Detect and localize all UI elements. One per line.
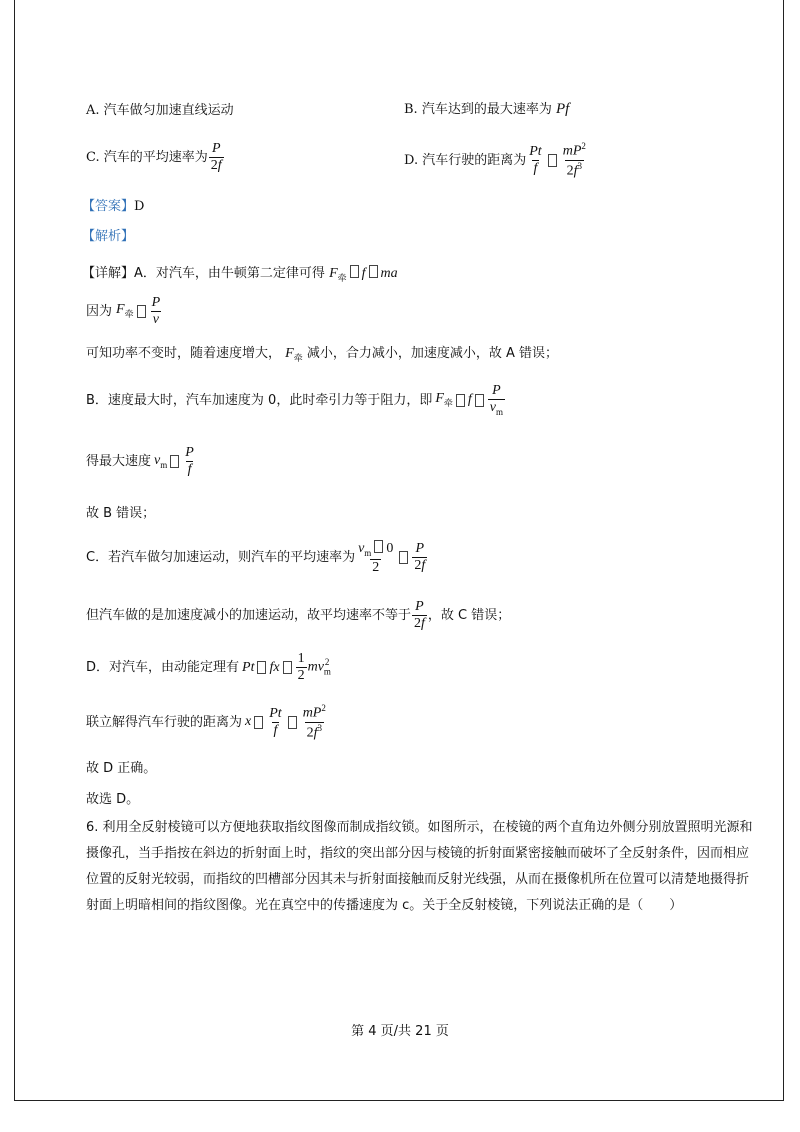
because-text: 因为 [86,304,113,319]
missing-glyph-icon [456,394,465,407]
formula-vm-plus-0-over-2: $\frac{v_m 0}{2}$ [358,541,394,575]
analysis-tag: 【解析】 [82,229,135,244]
detail-line-c2 [86,600,510,631]
option-a-text: 汽车做匀加速直线运动 [103,103,234,118]
detail-line-c [86,540,428,575]
option-d-label: D. [404,152,419,168]
detail-a2-pre: 可知功率不变时，随着速度增大， [86,346,282,361]
option-d-text: 汽车行驶的距离为 [422,152,527,168]
formula-one-half: $\frac{1}{2}$ [297,651,305,683]
answer-tag: 【答案】 [82,199,135,214]
formula-mvm2: $mv_m^2$ [307,657,331,677]
question-6: 6. 利用全反射棱镜可以方便地获取指纹图像而制成指纹锁。如图所示，在棱镜的两个直角边外侧分别放置照明光源和摄像孔，当手指按在斜边的折射面上时，指纹的突出部分因与棱镜的折射面紧密接触而破坏了全反射条件，因而相应位置的反射光较弱，而指纹的凹槽部分因其未与折射面接触而反射光线强，从而在摄像机所在位置可以清楚地摄得折射面上明暗相间的指纹图像。光在真空中的传播速度为 c。关于全反射棱镜，下列说法正确的是（ ） [86,820,753,913]
option-d [404,142,589,178]
detail-line-d2: 联立解得汽车行驶的距离为 x $\frac{Pt}{f}$ $\frac{mP^2}{2f^3}$ [86,703,326,741]
option-a [86,104,234,117]
missing-glyph-icon [283,661,292,674]
missing-glyph-icon [137,305,146,318]
missing-glyph-icon [475,394,484,407]
missing-glyph-icon [548,154,557,167]
detail-b3: 故 B 错误； [86,506,156,521]
detail-line-a2: 可知功率不变时，随着速度增大， $F_牵$ 减小，合力减小，加速度减小，故 A 错误； [86,346,559,364]
detail-a2-post: 减小，合力减小，加速度减小，故 A 错误； [306,346,559,361]
missing-glyph-icon [254,716,263,729]
formula-p-over-vm: $\frac{P}{v_m}$ [489,383,504,417]
detail-line-a: 【详解】A．对汽车，由牛顿第二定律可得 $F_牵$ f ma [82,266,398,284]
detail-tag: 【详解】 [82,266,135,281]
formula-pt-over-f-d: $\frac{Pt}{f}$ [269,705,282,738]
formula-p-over-2f-c2: $\frac{P}{2f}$ [414,599,425,631]
missing-glyph-icon [288,716,297,729]
missing-glyph-icon [257,661,266,674]
missing-glyph-icon [369,265,378,278]
detail-b2-text: 得最大速度 [86,454,152,469]
formula-p-over-2f: $\frac{P}{2f}$ [210,141,222,173]
detail-d-text: D．对汽车，由动能定理有 [86,660,240,675]
formula-mp2-over-2f3: $\frac{mP^2}{2f^3}$ [562,141,586,179]
detail-line-b2: 得最大速度 $v_m$ $\frac{P}{f}$ [86,445,194,477]
missing-glyph-icon [170,455,179,468]
page-footer: 第 4 页/共 21 页 [351,1024,449,1039]
formula-p-over-v: $\frac{P}{v}$ [151,295,161,327]
answer-line [82,200,144,213]
option-b [404,102,569,117]
detail-choose: 故选 D。 [86,792,140,807]
detail-b-text: B．速度最大时，汽车加速度为 0，此时牵引力等于阻力，即 [86,392,433,408]
detail-line-d: D．对汽车，由动能定理有 Pt fx $\frac{1}{2}$ $mv_m^2$ [86,651,331,683]
answer-value: D [134,199,145,214]
option-c-text: 汽车的平均速率为 [103,150,208,165]
formula-mp2-over-2f3-d: $\frac{mP^2}{2f^3}$ [302,703,326,741]
option-b-text: 汽车达到的最大速率为 [421,102,552,117]
formula-pf: Pf [555,101,570,117]
missing-glyph-icon [399,551,408,564]
detail-c2-pre: 但汽车做的是加速度减小的加速运动，故平均速率不等于 [86,608,412,623]
detail-c2-post: ，故 C 错误； [427,608,511,623]
formula-p-over-f: $\frac{P}{f}$ [185,445,194,477]
option-c-label: C. [86,150,100,165]
option-a-label: A. [86,103,100,118]
detail-d3: 故 D 正确。 [86,761,157,776]
missing-glyph-icon [350,265,359,278]
detail-because: 因为 $F_牵$ $\frac{P}{v}$ [86,295,161,327]
formula-pt-over-f: $\frac{Pt}{f}$ [529,143,542,176]
option-c [86,142,225,173]
detail-a-text: A．对汽车，由牛顿第二定律可得 [134,266,325,281]
formula-p-over-2f-c: $\frac{P}{2f}$ [414,540,426,573]
option-b-label: B. [404,102,418,117]
formula-newton: $F_牵$ [329,266,347,284]
detail-line-b: B．速度最大时，汽车加速度为 0，此时牵引力等于阻力，即 $F_牵$ f $\frac{P}{v_m}$ [86,383,504,417]
detail-c-text: C．若汽车做匀加速运动，则汽车的平均速率为 [86,549,356,565]
detail-d2-text: 联立解得汽车行驶的距离为 [86,714,243,730]
